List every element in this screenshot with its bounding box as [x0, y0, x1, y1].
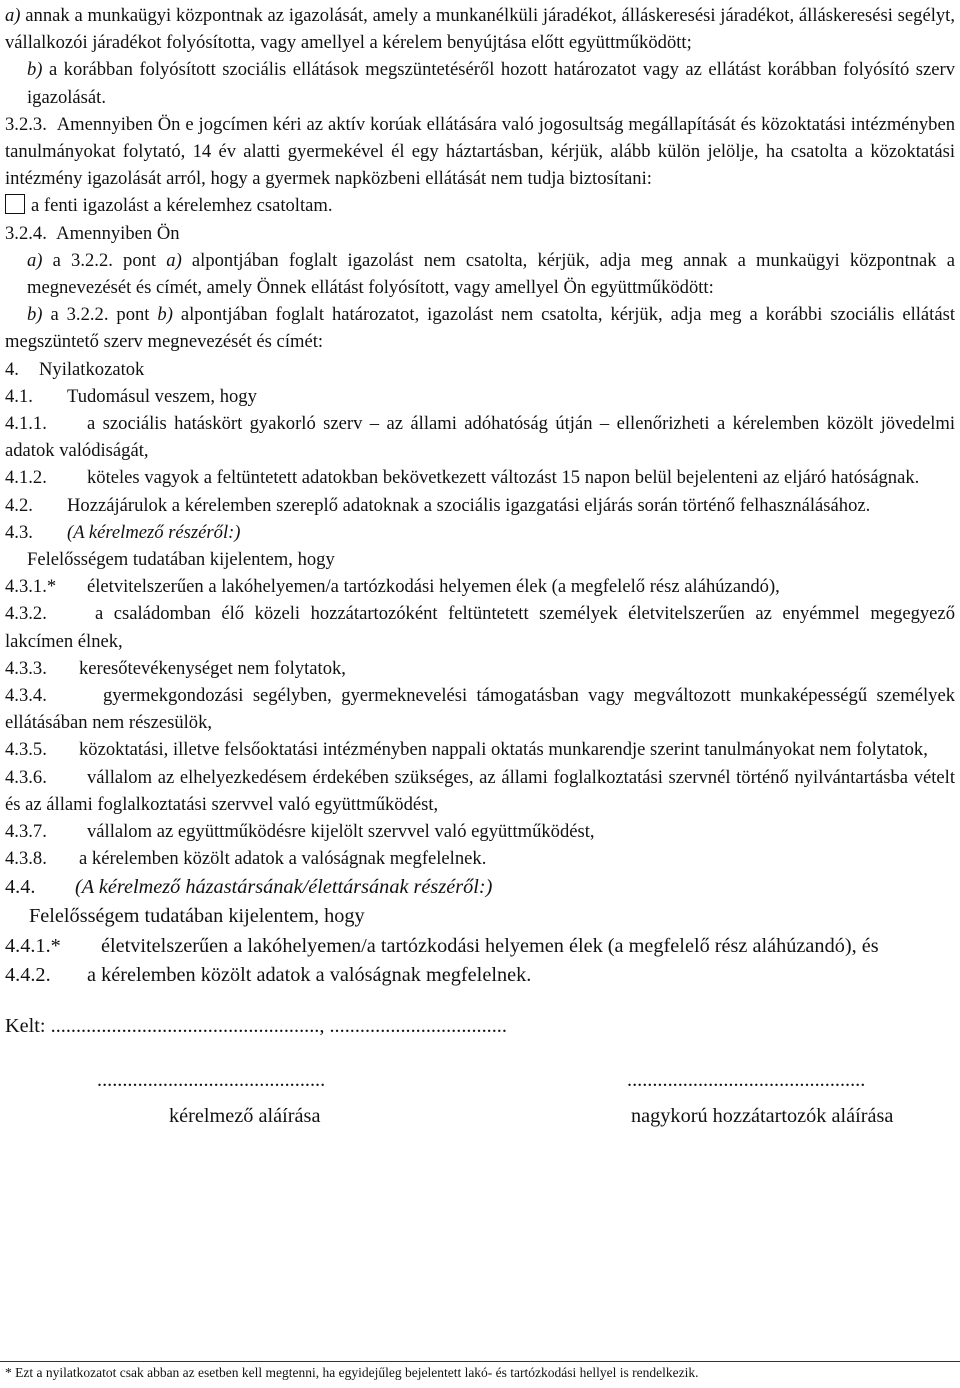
item-4-1-1: 4.1.1. a szociális hatáskört gyakorló szerv – az állami adóhatóság útján – ellenőrizheti a kérelemben közölt jövedelmi adatok valódiságát, — [5, 413, 955, 462]
item-3-2-4-a: a) a 3.2.2. pont a) alpontjában foglalt igazolást nem csatolta, kérjük, adja meg annak a munkaügyi központnak a megnevezését és címét, amely Önnek ellátást folyósított, vagy amellyel Ön együttműködött: — [27, 249, 955, 299]
item-number: 3.2.3. — [5, 113, 47, 135]
footnote-divider — [0, 1361, 960, 1362]
item-4-1: 4.1. Tudomásul veszem, hogy — [5, 385, 257, 407]
item-4-3-3: 4.3.3. keresőtevékenységet nem folytatok, — [5, 657, 346, 679]
date-place-line[interactable]: Kelt: ....................................................., ................................... — [5, 1014, 507, 1037]
item-3-2-3: 3.2.3. Amennyiben Ön e jogcímen kéri az aktív korúak ellátására való jogosultság megállapítását és közoktatási intézményben tanulmányokat folytató, 14 év alatti gyermekével él egy háztartásban, kérjük, alább külön jelölje, ha csatolta a közoktatási intézmény igazolását arról, hogy a gyermek napközbeni ellátását nem tudja biztosítani: — [5, 113, 955, 190]
item-4-3-intro: Felelősségem tudatában kijelentem, hogy — [27, 549, 335, 571]
item-4-3-1: 4.3.1.* életvitelszerűen a lakóhelyemen/a tartózkodási helyemen élek (a megfelelő rész aláhúzandó), — [5, 576, 780, 598]
item-4-3-7: 4.3.7. vállalom az együttműködésre kijelölt szervvel való együttműködést, — [5, 821, 595, 843]
item-4-3-6: 4.3.6. vállalom az elhelyezkedésem érdekében szükséges, az állami foglalkoztatási szervnél történő nyilvántartásba vételt és az állami foglalkoztatási szervvel való együttműködést, — [5, 766, 955, 815]
footnote: * Ezt a nyilatkozatot csak abban az esetben kell megtenni, ha egyidejűleg bejelentett lakó- és tartózkodási hellyel is rendelkezik. — [5, 1365, 699, 1380]
checkbox-label: a fenti igazolást a kérelemhez csatoltam. — [31, 195, 333, 217]
item-4-3-2: 4.3.2. a családomban élő közeli hozzátartozóként feltüntetett személyek életvitelszerűen az enyémmel megegyező lakcímen élnek, — [5, 603, 955, 652]
item-3-2-4-b: b) a 3.2.2. pont b) alpontjában foglalt határozatot, igazolást nem csatolta, kérjük, adja meg a korábbi szociális ellátást megszüntető szerv megnevezését és címét: — [5, 304, 955, 353]
item-4-4-1: 4.4.1.* életvitelszerűen a lakóhelyemen/a tartózkodási helyemen élek (a megfelelő rész aláhúzandó), és — [5, 934, 879, 957]
item-3-2-2-b: b) a korábban folyósított szociális ellátások megszüntetéséről hozott határozatot vagy az ellátást korábban folyósító szerv igazolását. — [27, 59, 955, 108]
applicant-signature-line[interactable]: ............................................. — [97, 1068, 326, 1091]
signature-area — [5, 1069, 955, 1165]
item-label: a) — [5, 5, 21, 26]
item-4-4-2: 4.4.2. a kérelemben közölt adatok a valóságnak megfelelnek. — [5, 964, 532, 986]
item-4-3-4: 4.3.4. gyermekgondozási segélyben, gyermeknevelési támogatásban vagy megváltozott munkaképességű személyek ellátásában nem részesülök, — [5, 685, 955, 734]
section-4-heading: 4. Nyilatkozatok — [5, 358, 145, 380]
item-4-3-5: 4.3.5. közoktatási, illetve felsőoktatási intézményben nappali oktatás munkarendje szerint tanulmányokat nem folytatok, — [5, 739, 928, 761]
item-4-1-2: 4.1.2. köteles vagyok a feltüntetett adatokban bekövetkezett változást 15 napon belül bejelenteni az eljáró hatóságnak. — [5, 467, 920, 489]
applicant-signature-label: kérelmező aláírása — [169, 1104, 321, 1127]
item-4-4: 4.4. (A kérelmező házastársának/élettársának részéről:) — [5, 875, 493, 898]
item-4-2: 4.2. Hozzájárulok a kérelemben szereplő adatoknak a szociális igazgatási eljárás során történő felhasználásához. — [5, 494, 871, 516]
item-label: b) — [27, 59, 43, 81]
item-4-3-8: 4.3.8. a kérelemben közölt adatok a valóságnak megfelelnek. — [5, 848, 487, 870]
relatives-signature-line[interactable]: ............................................... — [627, 1068, 866, 1091]
attachment-checkbox[interactable] — [5, 194, 25, 214]
item-4-3: 4.3. (A kérelmező részéről:) — [5, 521, 241, 543]
item-number: 3.2.4. — [5, 222, 47, 244]
item-4-4-intro: Felelősségem tudatában kijelentem, hogy — [29, 905, 365, 927]
item-3-2-2-a: a) annak a munkaügyi központnak az igazolását, amely a munkanélküli járadékot, álláskeresési járadékot, álláskeresési segélyt, vállalkozói járadékot folyósította, vagy amellyel a kérelem benyújtása előtt együttműködött; — [5, 5, 955, 54]
item-3-2-4: 3.2.4. Amennyiben Ön — [5, 222, 180, 244]
checkbox-row — [5, 192, 955, 219]
relatives-signature-label: nagykorú hozzátartozók aláírása — [631, 1104, 894, 1127]
